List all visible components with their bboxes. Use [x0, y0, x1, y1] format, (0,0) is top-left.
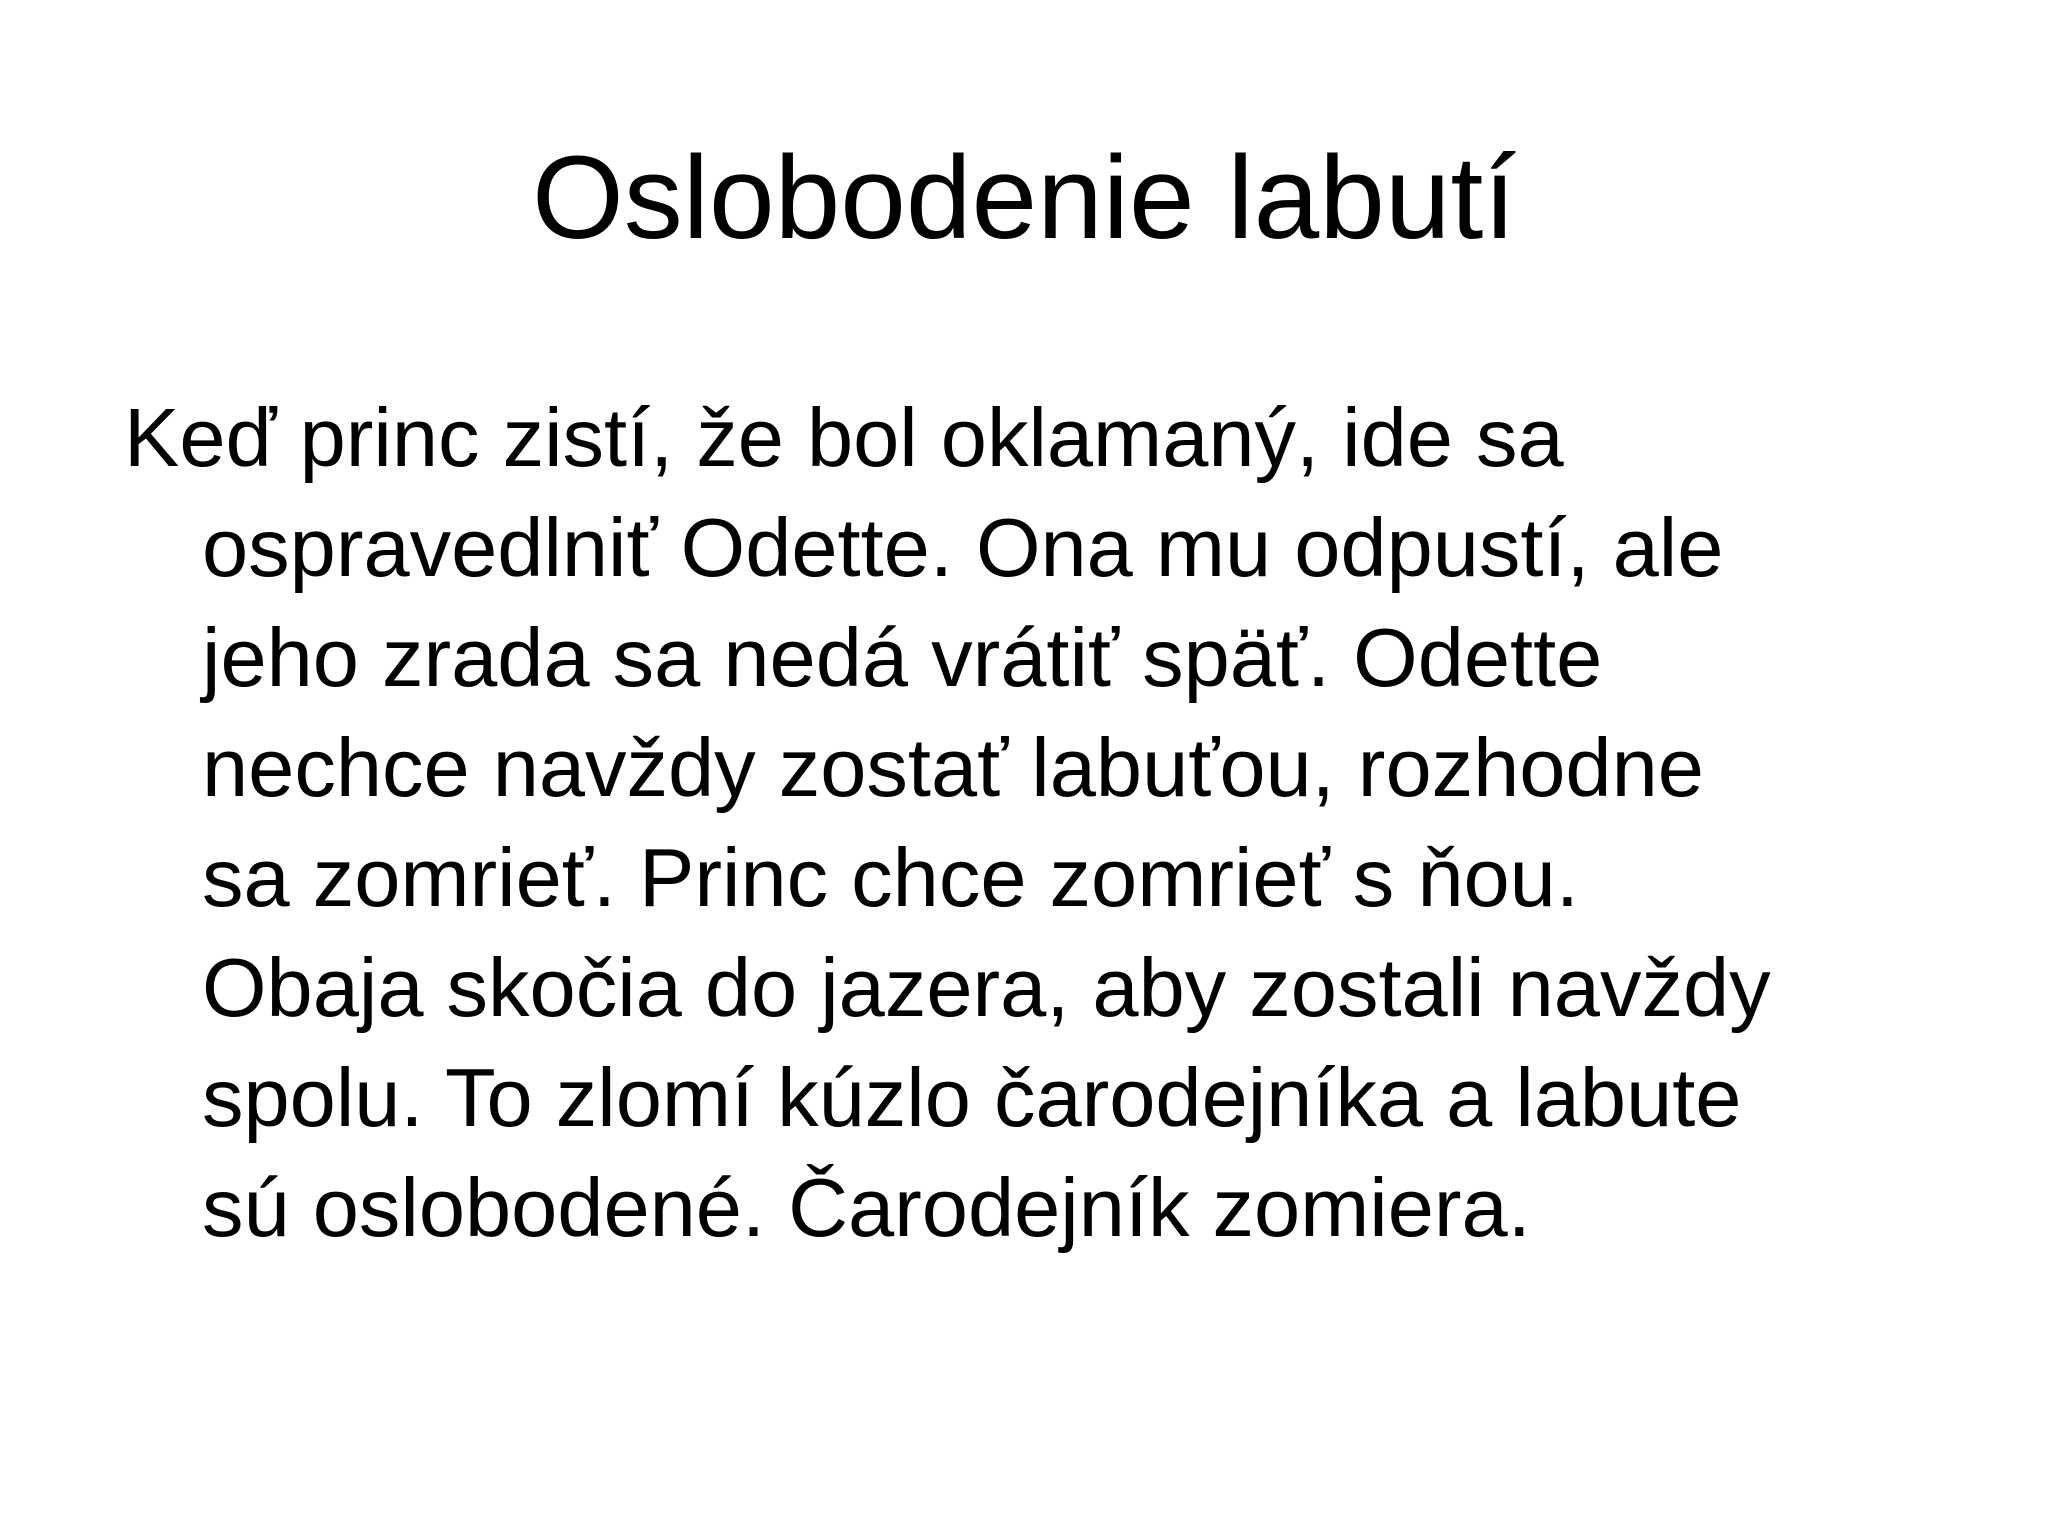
body-line: spolu. To zlomí kúzlo čarodejníka a labute: [202, 1051, 1742, 1144]
slide-body-paragraph: [124, 383, 1944, 1263]
body-line: sú oslobodené. Čarodejník zomiera.: [202, 1161, 1531, 1254]
body-line: sa zomrieť. Princ chce zomrieť s ňou.: [202, 831, 1579, 924]
body-line: nechce navždy zostať labuťou, rozhodne: [202, 721, 1704, 814]
body-line: Keď princ zistí, že bol oklamaný, ide sa: [124, 391, 1564, 484]
body-line: jeho zrada sa nedá vrátiť späť. Odette: [202, 611, 1603, 704]
body-line: ospravedlniť Odette. Ona mu odpustí, ale: [202, 501, 1724, 594]
body-line: Obaja skočia do jazera, aby zostali navždy: [202, 941, 1771, 1034]
slide-title: Oslobodenie labutí: [531, 132, 1517, 264]
